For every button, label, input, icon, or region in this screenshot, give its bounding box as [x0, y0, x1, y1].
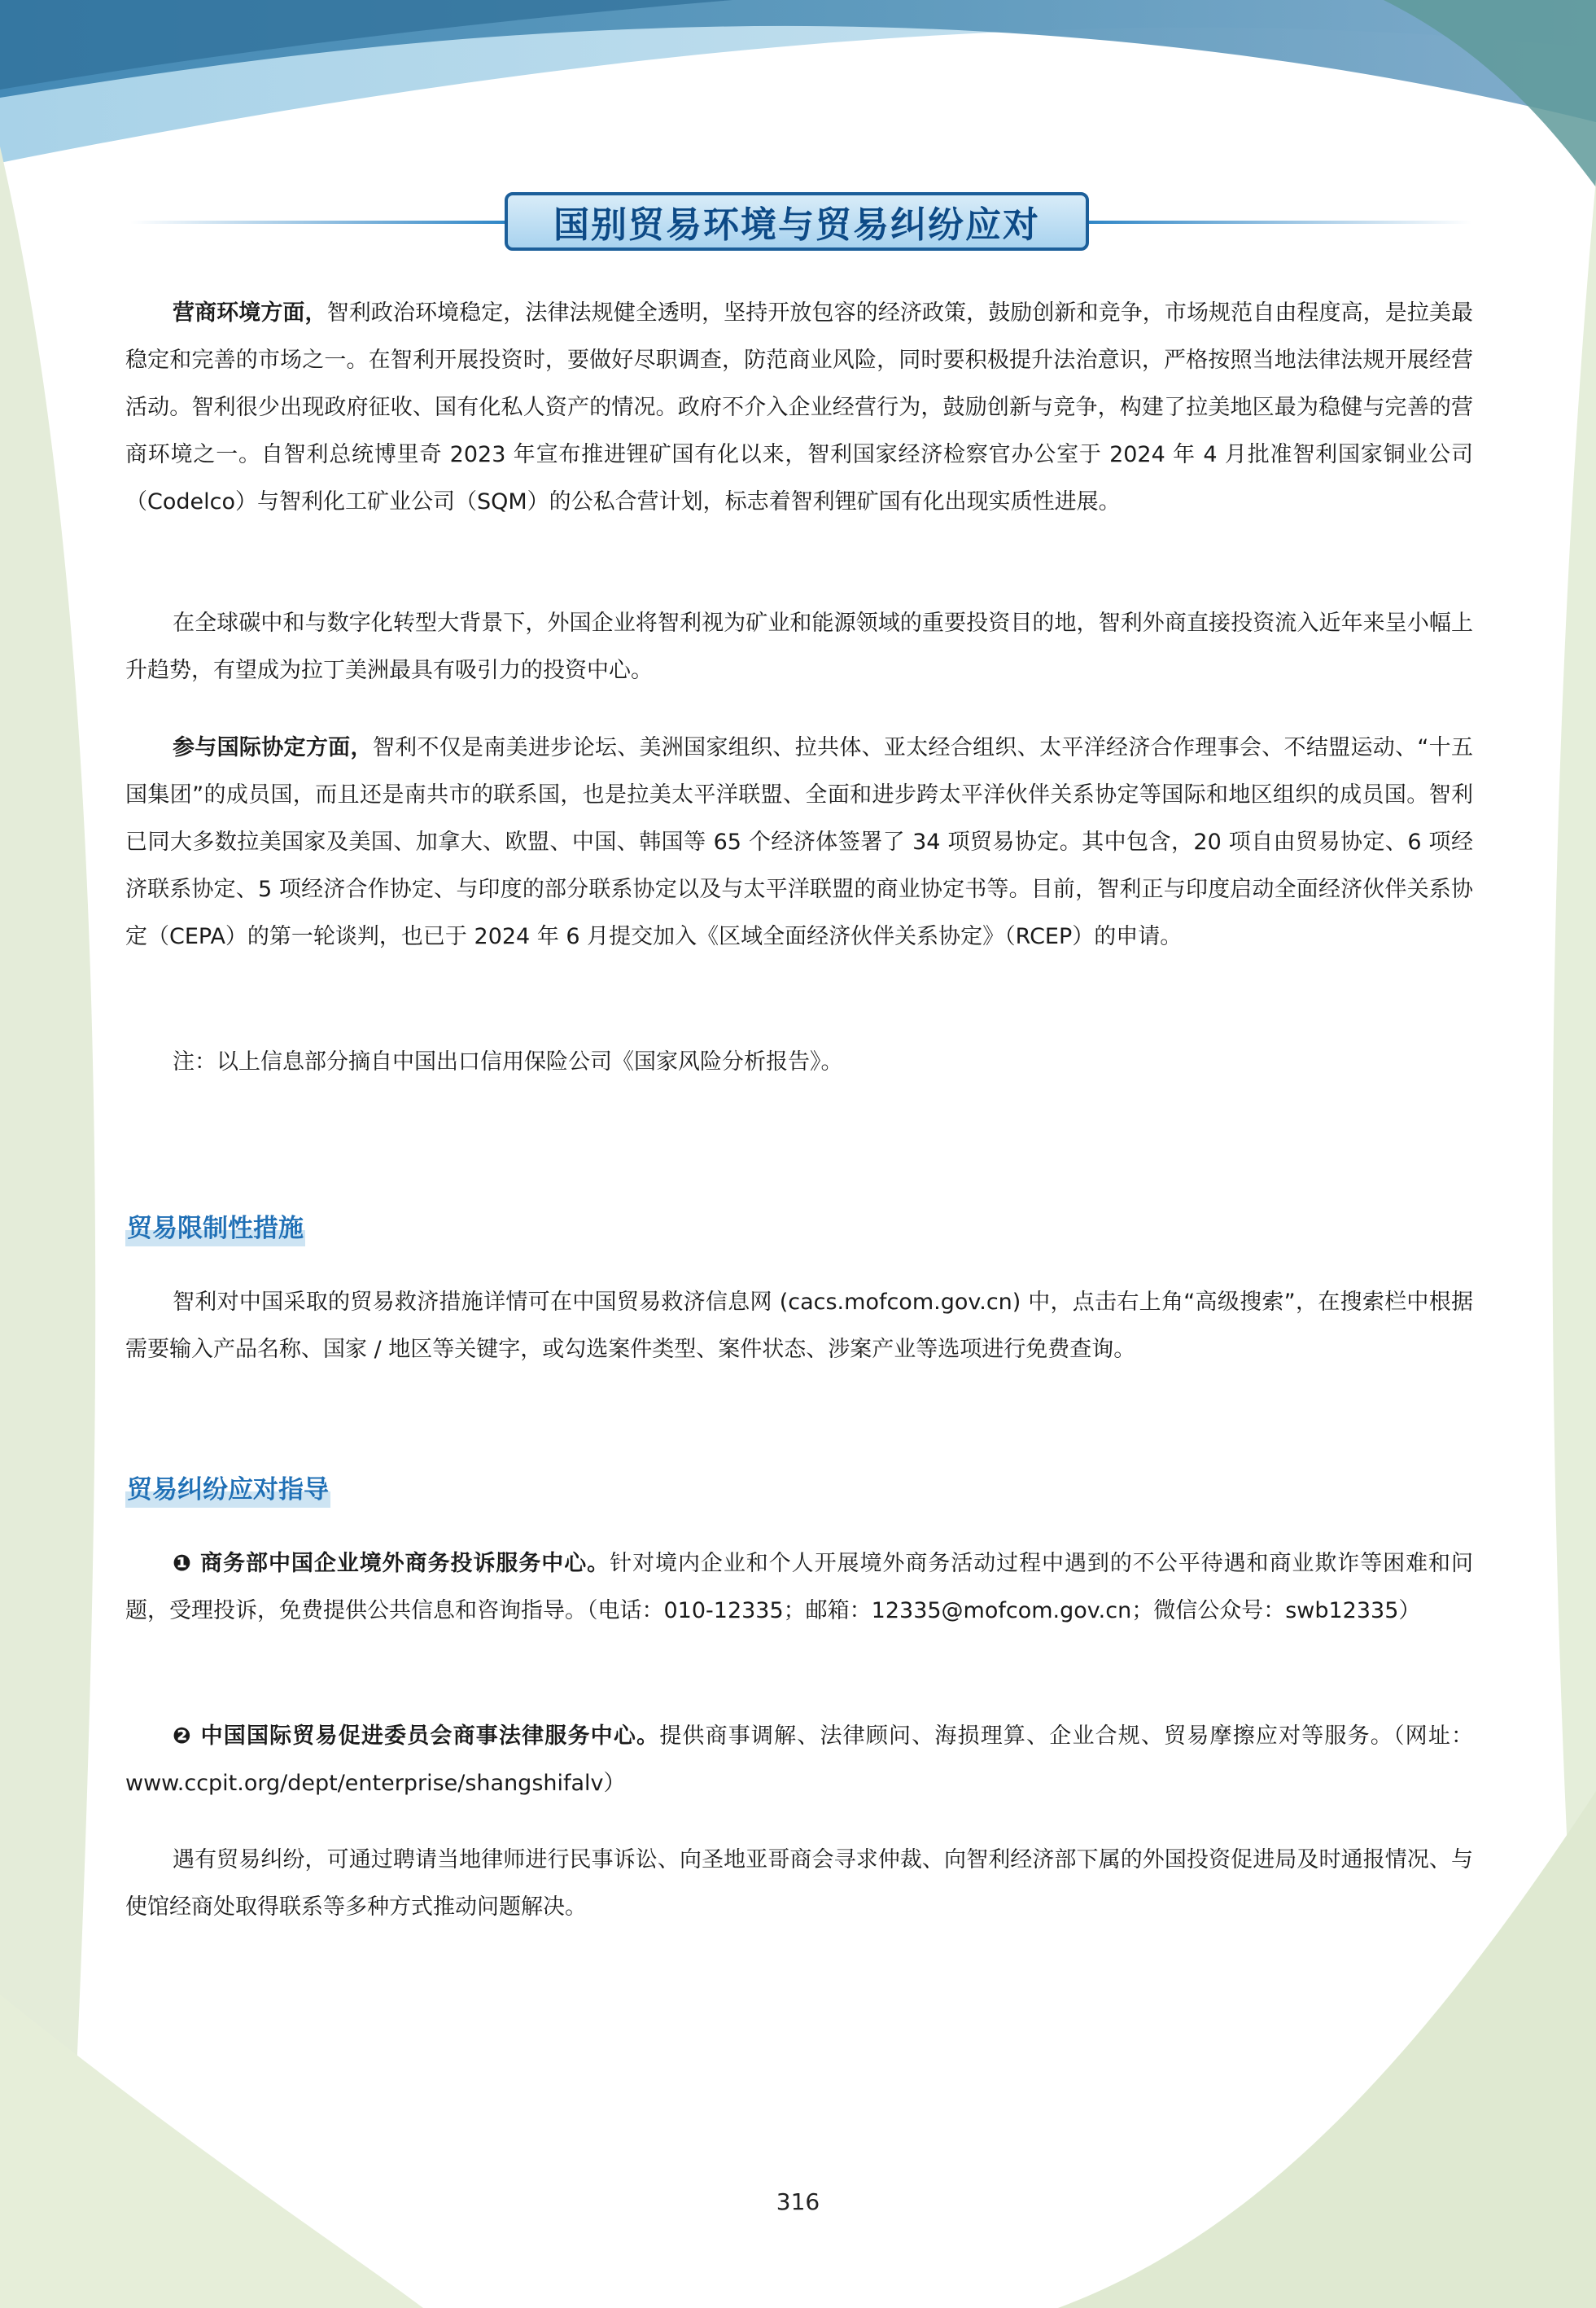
heading-dispute-guidance: 贸易纠纷应对指导 — [125, 1472, 330, 1508]
paragraph-business-environment — [125, 290, 1473, 526]
page-title: 国别贸易环境与贸易纠纷应对 — [505, 192, 1089, 251]
dispute-item-1-body: 针对境内企业和个人开展境外商务活动过程中遇到的不公平待遇和商业欺诈等困难和问题，受理投诉，免费提供公共信息和咨询指导。（电话：010-12335；邮箱：12335@mofcom.gov.cn；微信公众号：swb12335） — [125, 1551, 1474, 1623]
paragraph-international-agreements — [125, 725, 1473, 961]
dispute-item-2-body: 提供商事调解、法律顾问、海损理算、企业合规、贸易摩擦应对等服务。（网址：www.ccpit.org/dept/enterprise/shangshifalv） — [125, 1723, 1474, 1796]
dispute-item-2-lead: ❷ 中国国际贸易促进委员会商事法律服务中心。 — [173, 1723, 660, 1749]
paragraph-dispute-closing: 遇有贸易纠纷，可通过聘请当地律师进行民事诉讼、向圣地亚哥商会寻求仲裁、向智利经济部下属的外国投资促进局及时通报情况、与使馆经商处取得联系等多种方式推动问题解决。 — [125, 1847, 1473, 1920]
title-right-rule — [1089, 221, 1471, 224]
heading-trade-restriction: 贸易限制性措施 — [125, 1211, 305, 1246]
page-title-banner — [0, 189, 1596, 254]
paragraph-trade-restriction: 智利对中国采取的贸易救济措施详情可在中国贸易救济信息网 (cacs.mofcom.gov.cn) 中，点击右上角“高级搜索”，在搜索栏中根据需要输入产品名称、国家 / 地区等关键字，或勾选案件类型、案件状态、涉案产业等选项进行免费查询。 — [125, 1290, 1473, 1362]
page-number: 316 — [776, 2188, 820, 2215]
title-left-rule — [130, 221, 505, 224]
international-agreements-lead: 参与国际协定方面， — [173, 735, 373, 760]
business-environment-lead: 营商环境方面， — [173, 300, 327, 326]
paragraph-investment-trend: 在全球碳中和与数字化转型大背景下，外国企业将智利视为矿业和能源领域的重要投资目的地，智利外商直接投资流入近年来呈小幅上升趋势，有望成为拉丁美洲最具有吸引力的投资中心。 — [125, 611, 1473, 683]
business-environment-body: 智利政治环境稳定，法律法规健全透明，坚持开放包容的经济政策，鼓励创新和竞争，市场规范自由程度高，是拉美最稳定和完善的市场之一。在智利开展投资时，要做好尽职调查，防范商业风险，同时要积极提升法治意识，严格按照当地法律法规开展经营活动。智利很少出现政府征收、国有化私人资产的情况。政府不介入企业经营行为，鼓励创新与竞争，构建了拉美地区最为稳健与完善的营商环境之一。自智利总统博里奇 2023 年宣布推进锂矿国有化以来，智利国家经济检察官办公室于 2024 年 4 月批准智利国家铜业公司（Codelco）与智利化工矿业公司（SQM）的公私合营计划，标志着智利锂矿国有化出现实质性进展。 — [125, 300, 1474, 515]
paragraph-dispute-item-2 — [125, 1713, 1473, 1807]
paragraph-dispute-item-1 — [125, 1540, 1473, 1635]
dispute-item-1-lead: ❶ 商务部中国企业境外商务投诉服务中心。 — [173, 1551, 610, 1576]
international-agreements-body: 智利不仅是南美进步论坛、美洲国家组织、拉共体、亚太经合组织、太平洋经济合作理事会、不结盟运动、“十五国集团”的成员国，而且还是南共市的联系国，也是拉美太平洋联盟、全面和进步跨太平洋伙伴关系协定等国际和地区组织的成员国。智利已同大多数拉美国家及美国、加拿大、欧盟、中国、韩国等 65 个经济体签署了 34 项贸易协定。其中包含，20 项自由贸易协定、6 项经济联系协定、5 项经济合作协定、与印度的部分联系协定以及与太平洋联盟的商业协定书等。目前，智利正与印度启动全面经济伙伴关系协定（CEPA）的第一轮谈判，也已于 2024 年 6 月提交加入《区域全面经济伙伴关系协定》（RCEP）的申请。 — [125, 735, 1473, 949]
paragraph-source-note: 注：以上信息部分摘自中国出口信用保险公司《国家风险分析报告》。 — [173, 1049, 843, 1075]
